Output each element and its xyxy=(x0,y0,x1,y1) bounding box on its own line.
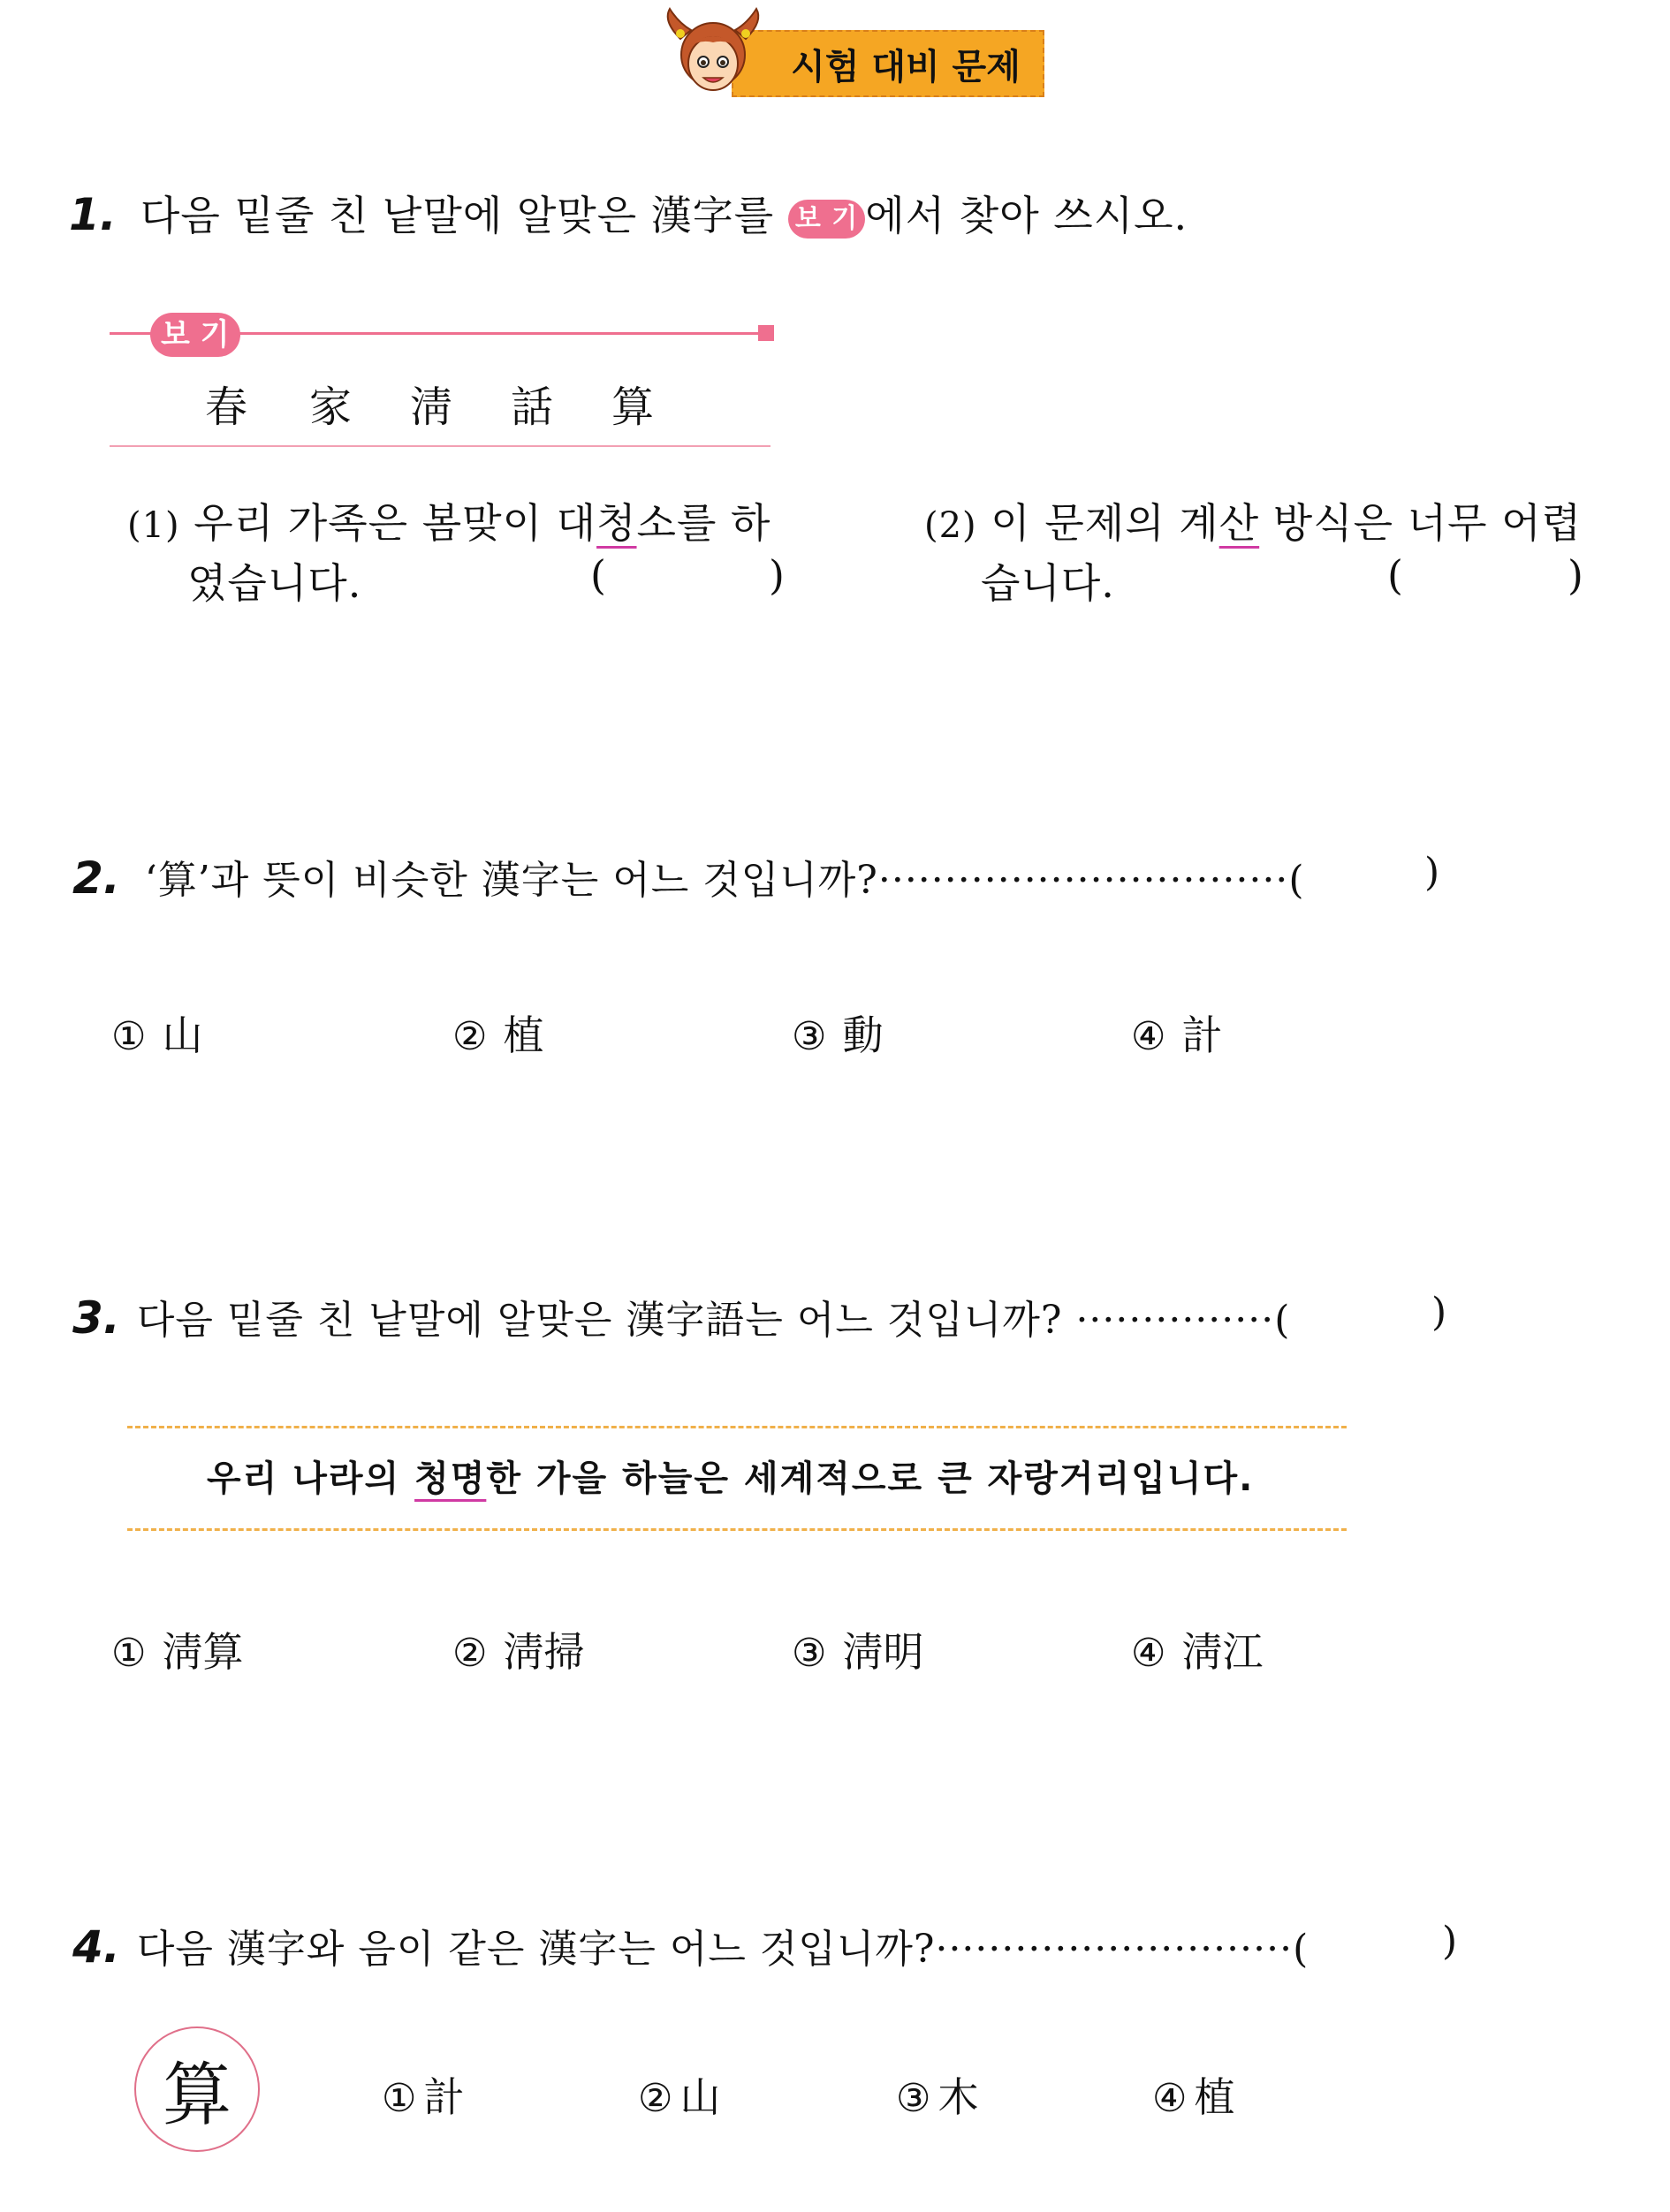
choice-text: 淸算 xyxy=(162,1628,244,1676)
answer-paren-close: ) xyxy=(769,551,786,599)
choice-3[interactable] xyxy=(792,1620,923,1678)
answer-paren-open: ( xyxy=(590,551,607,599)
choice-4[interactable] xyxy=(1131,1004,1222,1062)
choice-text: 淸掃 xyxy=(503,1628,585,1676)
question-text: 다음 밑줄 친 낱말에 알맞은 漢字語는 어느 것입니까? ···············( xyxy=(136,1298,1291,1343)
example-box-bottom-line xyxy=(110,445,770,447)
example-box-label: 보 기 xyxy=(150,313,240,357)
subquestion-1-line-1 xyxy=(127,491,770,549)
subquestion-2-line-1 xyxy=(924,491,1582,549)
subquestion-number: (2) xyxy=(924,505,977,546)
choice-4[interactable] xyxy=(1152,2065,1234,2124)
subquestion-text: 우리 가족은 봄맞이 대 xyxy=(194,499,597,547)
choice-2[interactable] xyxy=(638,2065,720,2124)
choice-number: ③ xyxy=(896,2076,931,2121)
choice-number: ④ xyxy=(1131,1631,1166,1676)
choice-3[interactable] xyxy=(792,1004,883,1062)
choice-number: ③ xyxy=(792,1631,827,1676)
example-hanja-2: 家 xyxy=(309,383,354,432)
example-hanja-3: 淸 xyxy=(410,383,455,432)
subquestion-text: 이 문제의 계 xyxy=(991,499,1219,547)
choice-number: ③ xyxy=(792,1014,827,1059)
question-4-header xyxy=(72,1917,1309,1973)
question-2-header xyxy=(72,848,1305,905)
target-hanja-circle xyxy=(134,2026,260,2152)
question-number: 4. xyxy=(72,1921,120,1973)
question-3-header xyxy=(72,1288,1290,1345)
question-number: 2. xyxy=(72,852,120,904)
choice-2[interactable] xyxy=(452,1004,543,1062)
question-number: 3. xyxy=(72,1292,120,1344)
choice-text: 淸明 xyxy=(842,1628,924,1676)
sentence-text: 우리 나라의 xyxy=(207,1458,415,1499)
choice-number: ① xyxy=(382,2076,417,2121)
question-text xyxy=(140,192,1188,239)
target-hanja: 算 xyxy=(162,2056,232,2135)
question-number: 1. xyxy=(69,189,117,240)
choice-number: ② xyxy=(638,2076,673,2121)
choice-text: 計 xyxy=(423,2073,465,2121)
choice-1[interactable] xyxy=(382,2065,464,2124)
choice-text: 淸江 xyxy=(1181,1628,1264,1676)
subquestion-text: 소를 하 xyxy=(636,499,771,547)
example-hanja-1: 春 xyxy=(205,383,250,432)
underlined-syllable: 청 xyxy=(596,499,637,547)
sentence-box-top-border xyxy=(127,1426,1347,1428)
answer-paren-open: ( xyxy=(1387,551,1404,599)
choice-3[interactable] xyxy=(896,2065,978,2124)
subquestion-number: (1) xyxy=(127,505,180,546)
section-badge-label: 시험 대비 문제 xyxy=(791,46,1021,87)
choice-2[interactable] xyxy=(452,1620,584,1678)
choice-number: ④ xyxy=(1131,1014,1166,1059)
question-text: ‘算’과 뜻이 비슷한 漢字는 어느 것입니까?·······························( xyxy=(144,858,1305,903)
sentence-box-bottom-border xyxy=(127,1528,1347,1531)
question-text: 다음 漢字와 음이 같은 漢字는 어느 것입니까?···························( xyxy=(136,1927,1309,1972)
answer-paren-close: ) xyxy=(1568,551,1584,599)
subquestion-text: 방식은 너무 어렵 xyxy=(1259,499,1583,547)
choice-text: 木 xyxy=(937,2073,979,2121)
choice-text: 植 xyxy=(1194,2073,1235,2121)
example-hanja-4: 話 xyxy=(511,383,556,432)
choice-number: ② xyxy=(452,1014,488,1059)
choice-1[interactable] xyxy=(111,1004,202,1062)
choice-text: 動 xyxy=(842,1011,884,1059)
answer-paren-close: ) xyxy=(1442,1919,1459,1964)
choice-number: ② xyxy=(452,1631,488,1676)
subquestion-1-line-2: 였습니다. xyxy=(187,559,362,607)
underlined-syllable: 산 xyxy=(1218,499,1260,547)
choice-number: ① xyxy=(111,1014,147,1059)
question-text-part: 에서 찾아 쓰시오. xyxy=(865,192,1188,239)
example-sentence xyxy=(207,1451,1254,1501)
example-pill: 보 기 xyxy=(788,200,865,239)
answer-paren-close: ) xyxy=(1424,850,1441,895)
choice-text: 植 xyxy=(503,1011,544,1059)
underlined-word: 청명 xyxy=(414,1458,487,1499)
example-hanja-5: 算 xyxy=(611,383,657,432)
choice-number: ④ xyxy=(1152,2076,1188,2121)
choice-text: 計 xyxy=(1181,1011,1223,1059)
question-text-part: 다음 밑줄 친 낱말에 알맞은 漢字를 xyxy=(140,192,788,239)
subquestion-2-line-2: 습니다. xyxy=(981,559,1115,607)
sentence-text: 한 가을 하늘은 세계적으로 큰 자랑거리입니다. xyxy=(486,1458,1255,1499)
choice-text: 山 xyxy=(679,2073,721,2121)
example-box-corner-square xyxy=(758,325,774,341)
girl-mascot-icon xyxy=(661,4,765,102)
choice-4[interactable] xyxy=(1131,1620,1263,1678)
choice-text: 山 xyxy=(162,1011,203,1059)
choice-1[interactable] xyxy=(111,1620,243,1678)
choice-number: ① xyxy=(111,1631,147,1676)
answer-paren-close: ) xyxy=(1431,1290,1448,1335)
section-badge xyxy=(732,30,1044,97)
question-1-header xyxy=(69,184,1188,242)
